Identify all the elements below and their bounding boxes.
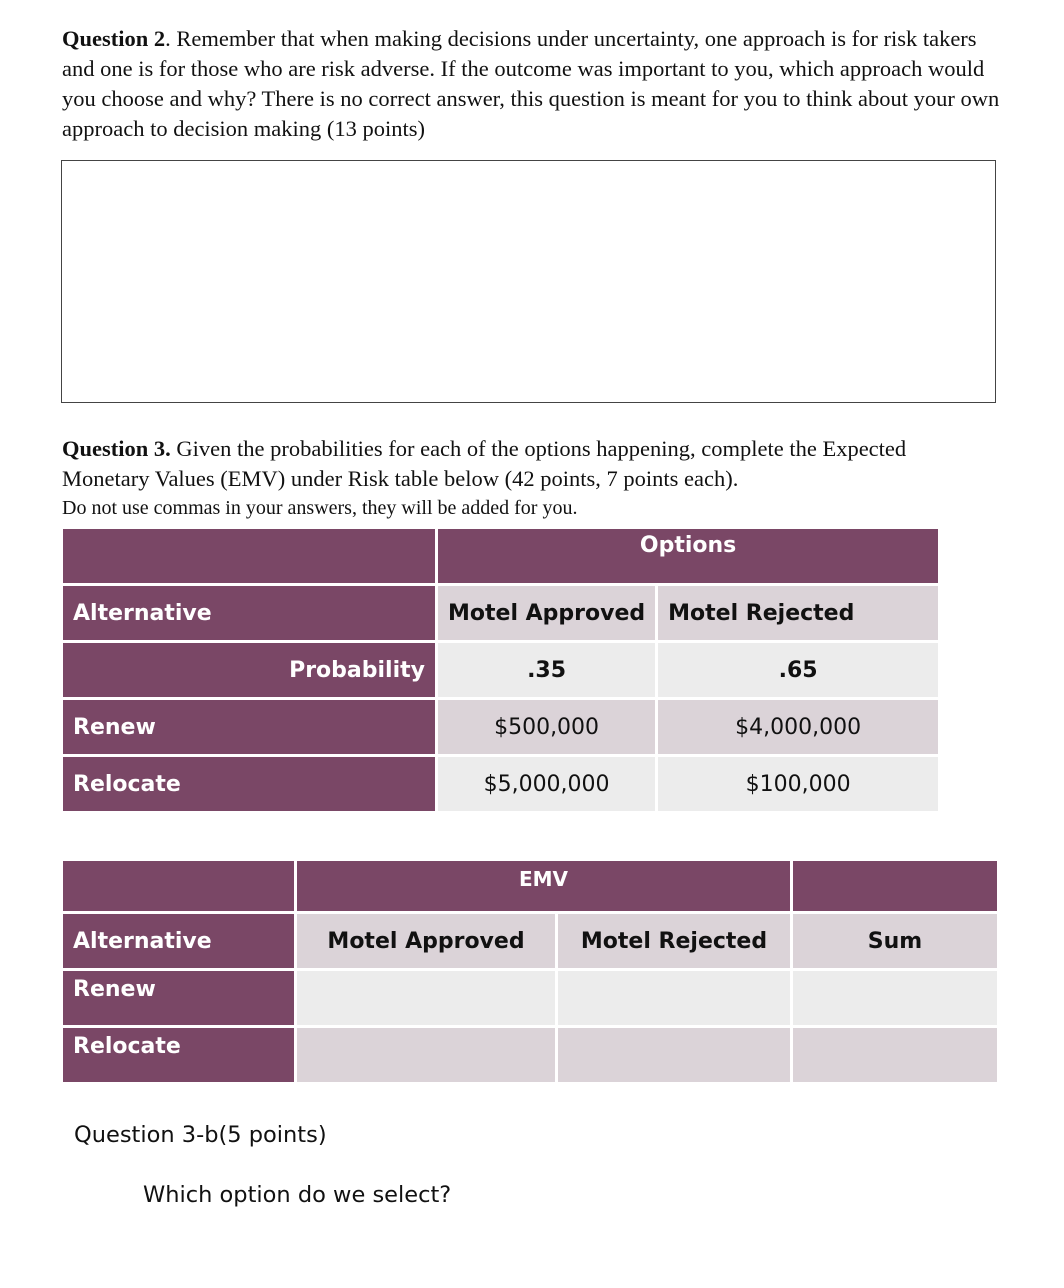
question-3-text bbox=[62, 434, 962, 494]
emv-row-renew bbox=[63, 971, 997, 1025]
emv-col-motel-approved: Motel Approved bbox=[297, 914, 555, 968]
risk-table bbox=[60, 526, 941, 814]
risk-row-renew bbox=[63, 700, 938, 754]
risk-table-header-row bbox=[63, 529, 938, 583]
probability-rejected: .65 bbox=[658, 643, 938, 697]
renew-approved-value: $500,000 bbox=[438, 700, 655, 754]
emv-col-motel-rejected: Motel Rejected bbox=[558, 914, 790, 968]
question-2-label: Question 2 bbox=[62, 26, 166, 51]
probability-approved: .35 bbox=[438, 643, 655, 697]
relocate-emv-sum-input[interactable] bbox=[793, 1028, 997, 1082]
relocate-approved-value: $5,000,000 bbox=[438, 757, 655, 811]
emv-table-header-row bbox=[63, 861, 997, 911]
relocate-rejected-value: $100,000 bbox=[658, 757, 938, 811]
emv-table bbox=[60, 858, 1000, 1085]
risk-col-motel-rejected: Motel Rejected bbox=[658, 586, 938, 640]
renew-emv-sum-input[interactable] bbox=[793, 971, 997, 1025]
question-3-body: Given the probabilities for each of the options happening, complete the Expected Monetary Values (EMV) under Risk table below (42 points, 7 points each). bbox=[62, 436, 907, 491]
question-3b-prompt: Which option do we select? bbox=[143, 1182, 452, 1208]
emv-table-corner-cell bbox=[63, 861, 294, 911]
emv-col-sum: Sum bbox=[793, 914, 997, 968]
risk-table-column-row bbox=[63, 586, 938, 640]
question-2-text bbox=[62, 24, 1002, 144]
question-2-body: . Remember that when making decisions under uncertainty, one approach is for risk takers and one is for those who are risk adverse. If the outcome was important to you, which approach would you choose and why? There is no correct answer, this question is meant for you to think about your own approach to decision making (13 points) bbox=[62, 26, 1000, 141]
risk-table-corner-cell bbox=[63, 529, 435, 583]
relocate-emv-rejected-input[interactable] bbox=[558, 1028, 790, 1082]
probability-label: Probability bbox=[63, 643, 435, 697]
risk-alternative-header: Alternative bbox=[63, 586, 435, 640]
question-3-note: Do not use commas in your answers, they will be added for you. bbox=[62, 497, 578, 519]
relocate-emv-approved-input[interactable] bbox=[297, 1028, 555, 1082]
question-3-label: Question 3. bbox=[62, 436, 171, 461]
question-2-answer-box[interactable] bbox=[61, 160, 996, 403]
emv-row-label: Renew bbox=[63, 971, 294, 1025]
emv-row-relocate bbox=[63, 1028, 997, 1082]
emv-header: EMV bbox=[297, 861, 790, 911]
emv-row-label: Relocate bbox=[63, 1028, 294, 1082]
emv-table-column-row bbox=[63, 914, 997, 968]
risk-row-relocate bbox=[63, 757, 938, 811]
renew-rejected-value: $4,000,000 bbox=[658, 700, 938, 754]
options-header: Options bbox=[438, 529, 938, 583]
risk-col-motel-approved: Motel Approved bbox=[438, 586, 655, 640]
renew-emv-approved-input[interactable] bbox=[297, 971, 555, 1025]
emv-alternative-header: Alternative bbox=[63, 914, 294, 968]
emv-header-spacer bbox=[793, 861, 997, 911]
risk-probability-row bbox=[63, 643, 938, 697]
risk-row-label: Renew bbox=[63, 700, 435, 754]
renew-emv-rejected-input[interactable] bbox=[558, 971, 790, 1025]
risk-row-label: Relocate bbox=[63, 757, 435, 811]
question-3b-title: Question 3-b(5 points) bbox=[74, 1122, 327, 1148]
